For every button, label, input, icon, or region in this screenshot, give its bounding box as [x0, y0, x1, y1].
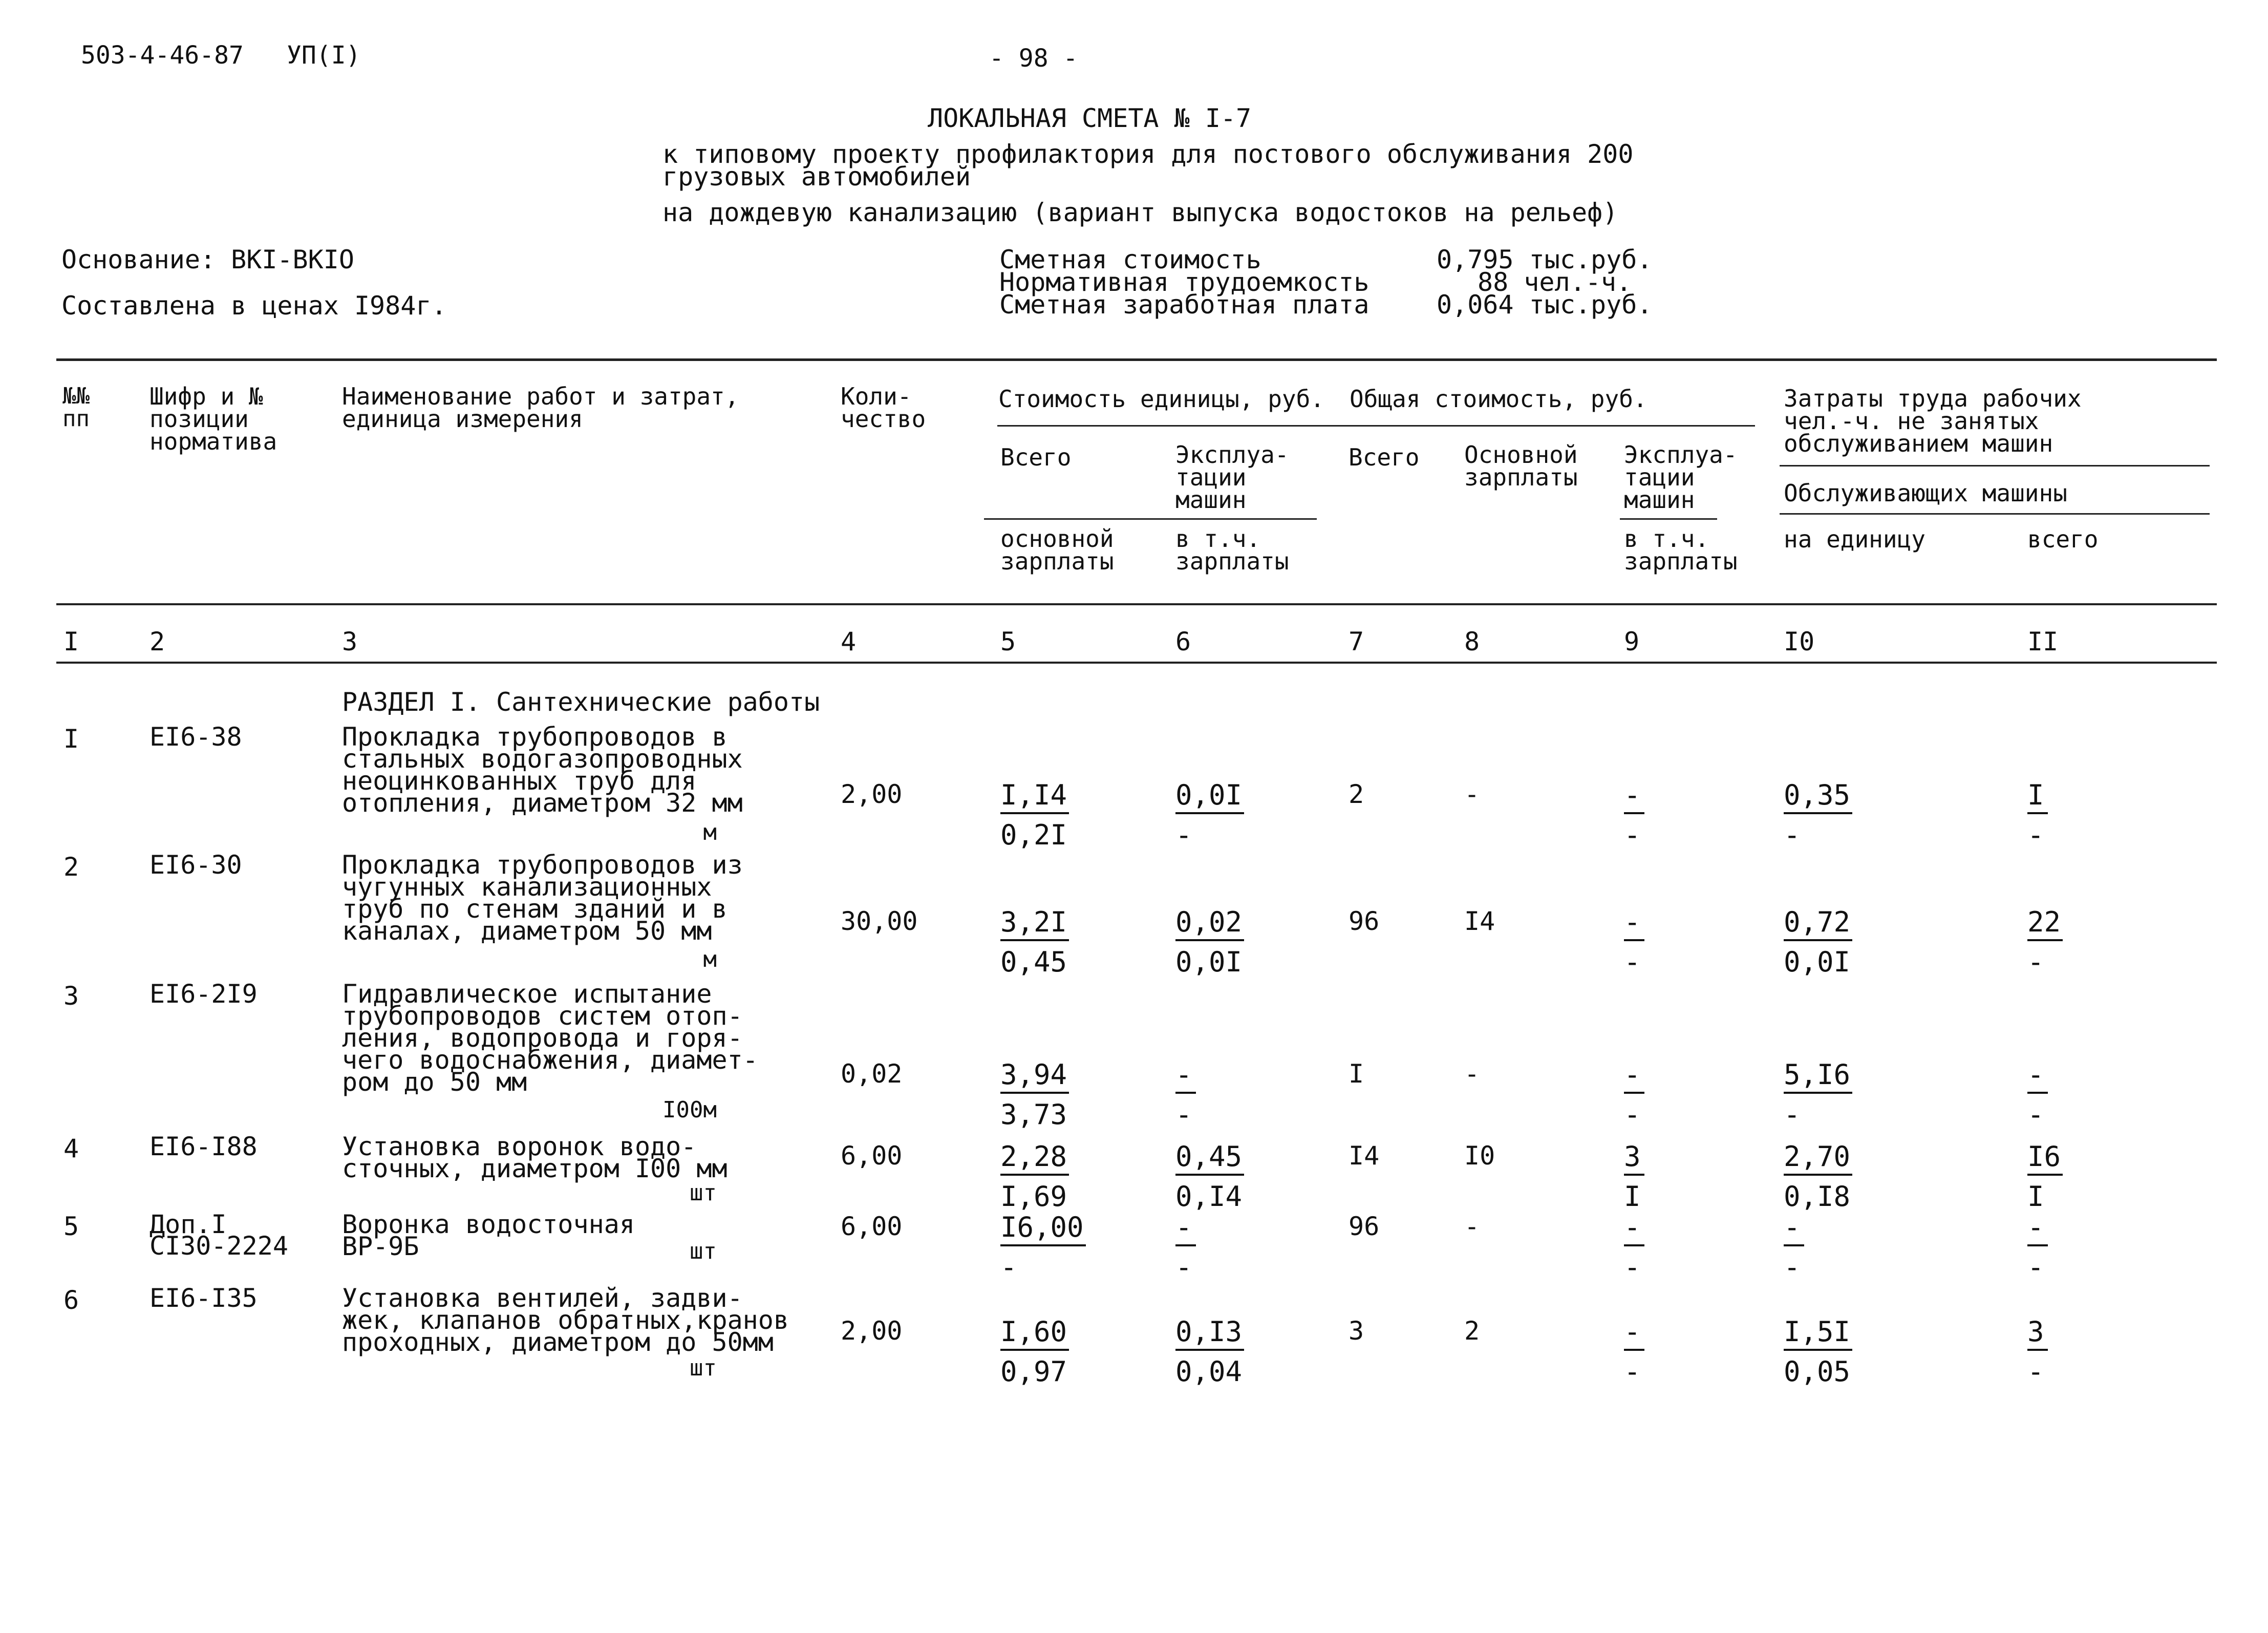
row-c9-subvalue: - — [1624, 946, 1641, 978]
row-c6-value: - — [1175, 1214, 1196, 1246]
row-c6-value: 0,45 — [1175, 1143, 1244, 1176]
header-labor-sub-rule — [1780, 513, 2210, 515]
header-labor-per-unit: на единицу — [1784, 525, 1925, 553]
row-total-cost: 2 — [1349, 779, 1364, 809]
row-total-wages: - — [1464, 1212, 1480, 1241]
row-c6-value: 0,02 — [1175, 908, 1244, 941]
row-c5-subvalue: I,69 — [1000, 1180, 1067, 1213]
header-row-number: №№ пп — [62, 383, 90, 432]
header-labor-total: всего — [2027, 525, 2099, 553]
row-c6-fraction — [1175, 781, 1244, 849]
row-c10-subvalue: 0,I8 — [1784, 1180, 1851, 1213]
header-labor-rule — [1780, 465, 2210, 466]
row-c9-fraction — [1624, 1318, 1644, 1386]
row-c6-fraction — [1175, 1140, 1244, 1213]
row-c11-value: I6 — [2027, 1143, 2063, 1176]
header-unit-incl-wages: в т.ч. зарплаты — [1175, 525, 1289, 575]
document-title: ЛОКАЛЬНАЯ СМЕТА № I-7 — [928, 103, 1252, 133]
table-top-rule — [56, 358, 2217, 361]
header-labor-costs: Затраты труда рабочих чел.-ч. не занятых обслуживанием машин — [1784, 385, 2082, 457]
row-c5-fraction — [1000, 781, 1069, 849]
row-quantity: 30,00 — [841, 906, 918, 936]
row-c10-subvalue: 0,0I — [1784, 946, 1851, 978]
row-number: 6 — [63, 1285, 79, 1315]
row-quantity: 6,00 — [841, 1212, 903, 1241]
row-c5-fraction — [1000, 908, 1069, 976]
row-c10-value: 5,I6 — [1784, 1061, 1852, 1094]
row-c10-subvalue: - — [1784, 1098, 1801, 1131]
row-c5-value: I,60 — [1000, 1318, 1069, 1351]
header-cost-rule — [997, 425, 1755, 427]
column-number: 4 — [841, 627, 857, 656]
row-total-wages: I0 — [1464, 1141, 1495, 1171]
row-c6-fraction — [1175, 1211, 1196, 1283]
row-c6-value: 0,I3 — [1175, 1318, 1244, 1351]
row-c11-value: I — [2027, 781, 2048, 814]
column-number: II — [2027, 627, 2059, 656]
row-c5-value: I6,00 — [1000, 1214, 1086, 1246]
row-code: ЕI6-I35 — [149, 1283, 258, 1313]
row-total-cost: 96 — [1349, 1212, 1380, 1241]
row-number: 3 — [63, 981, 79, 1011]
column-number: 6 — [1175, 627, 1191, 656]
row-c10-subvalue: 0,05 — [1784, 1355, 1851, 1388]
row-c11-value: 22 — [2027, 908, 2063, 941]
row-c5-value: I,I4 — [1000, 781, 1069, 814]
row-c9-subvalue: - — [1624, 1355, 1641, 1388]
row-c10-fraction — [1784, 1140, 1852, 1213]
row-work-name: Установка вентилей, задви- жек, клапанов обратных,кранов проходных, диаметром до 50мм — [342, 1283, 789, 1357]
row-c11-subvalue: - — [2027, 1251, 2044, 1283]
section-title: РАЗДЕЛ I. Сантехнические работы — [342, 687, 820, 717]
row-c9-value: - — [1624, 1061, 1644, 1094]
row-c10-fraction — [1784, 1058, 1852, 1131]
row-c10-value: 0,35 — [1784, 781, 1852, 814]
column-number: 5 — [1000, 627, 1016, 656]
row-c10-value: - — [1784, 1214, 1804, 1246]
header-machines-sub-rule — [1620, 518, 1717, 520]
prices-year: Составлена в ценах I984г. — [61, 291, 447, 321]
row-number: I — [63, 724, 79, 754]
row-total-cost: I4 — [1349, 1141, 1380, 1171]
row-number: 4 — [63, 1134, 79, 1163]
header-total-wages: Основной зарплаты — [1464, 441, 1578, 491]
row-c11-value: 3 — [2027, 1318, 2048, 1351]
subtitle-line-1: к типовому проекту профилактория для постового обслуживания 200 — [662, 139, 1634, 169]
header-total-incl-wages: в т.ч. зарплаты — [1624, 525, 1738, 575]
estimate-page: 503-4-46-87 УП(I) - 98 - ЛОКАЛЬНАЯ СМЕТА № I-7 к типовому проекту профилактория для постового обслуживания 200 грузовых автомобилей на дождевую канализацию (вариант выпуска водостоков на рельеф) Основание: ВКI-ВКIО Составлена в ценах I984г. Сметная стоимость Нормативная трудоемкость Сметная заработная плата 0,795 тыс.руб. 88 чел.-ч. 0,064 тыс.руб. №№ пп Шифр и № позиции норматива Наименование работ и затрат, единица измерения Коли- чество Стоимость единицы, руб. Общая стоимость, руб. Всего Эксплуа- тации машин Всего Основной зарплаты Эксплуа- тации машин основной зарплаты в т.ч. зарплаты в т.ч. зарплаты Затраты труда рабочих чел.-ч. не занятых обслуживанием машин Обслуживающих машины на единицу всего I 2 3 4 5 6 7 8 9 I0 II РАЗДЕЛ I. Сантехнические работы I ЕI6-38 Прокладка трубопроводов в стальных водогазопроводных неоцинкованных труб для отопления, диаметром 32 мм м 2,00 2 - $\frac{I,I4}{0,2I}$ 0,0I - - - 0,35 - I - 2 ЕI6-30 Прокладка трубопроводов из чугунных канализационных труб по стенам зданий и в каналах, диаметром 50 мм м 30,00 96 I4 $\frac{3,2I}{0,45}$ $\frac{0,02}{0,0I}$ - - $\frac{0,72}{0,0I}$ 22 - 3 ЕI6-2I9 Гидравлическое испытание трубопроводов систем отоп- ления, водопровода и горя- чего водоснабжения, диамет- ром до 50 мм I00м 0,02 I - $\frac{3,94}{3,73}$ - - - - 5,I6 - - - 4 ЕI6-I88 Установка воронок водо- сточных, диаметром I00 мм шт 6,00 I4 I0 $\frac{2,28}{I,69}$ $\frac{0,45}{0,I4}$ $\frac{3}{I}$ $\frac{2,70}{0,I8}$ $\frac{I6}{I}$ 5 Доп.I СI30-2224 Воронка водосточная ВР-9Б шт 6,00 96 - I6,00 - - - - - - - - - 6 ЕI6-I35 Установка вентилей, задви- жек, клапанов обратных,кранов проходных, диаметром до 50мм шт 2,00 3 2 $\frac{I,60}{0,97}$ $\frac{0,I3}{0,04}$ - - $\frac{I,5I}{0,05}$ 3 - — [0, 0, 2268, 1633]
row-total-cost: 96 — [1349, 906, 1380, 936]
row-c9-fraction — [1624, 1058, 1644, 1131]
row-work-name: Гидравлическое испытание трубопроводов систем отоп- ления, водопровода и горя- чего водоснабжения, диамет- ром до 50 мм — [342, 979, 758, 1097]
row-number: 5 — [63, 1212, 79, 1241]
summary-value-cost: 0,795 тыс.руб. — [1437, 245, 1653, 274]
row-c11-subvalue: - — [2027, 1098, 2044, 1131]
row-c5-fraction — [1000, 1058, 1069, 1131]
column-number: 8 — [1464, 627, 1480, 656]
summary-value-labor: 88 чел.-ч. — [1478, 267, 1632, 297]
row-c9-subvalue: - — [1624, 1251, 1641, 1283]
row-c11-subvalue: - — [2027, 946, 2044, 978]
row-c5-subvalue: 0,45 — [1000, 946, 1067, 978]
header-total-all: Всего — [1349, 443, 1420, 471]
row-total-cost: I — [1349, 1059, 1364, 1089]
row-quantity: 2,00 — [841, 1316, 903, 1346]
header-quantity: Коли- чество — [841, 383, 926, 433]
header-unit-sub-rule — [984, 518, 1317, 520]
row-c9-value: 3 — [1624, 1143, 1644, 1176]
row-number: 2 — [63, 852, 79, 882]
row-c9-fraction — [1624, 781, 1644, 849]
row-total-wages: - — [1464, 1059, 1480, 1089]
column-number: 3 — [342, 627, 358, 656]
row-c10-value: I,5I — [1784, 1318, 1852, 1351]
row-c11-fraction — [2027, 908, 2063, 976]
row-c6-fraction — [1175, 1318, 1244, 1386]
row-work-name: Воронка водосточная ВР-9Б — [342, 1210, 635, 1261]
subtitle-line-3: на дождевую канализацию (вариант выпуска водостоков на рельеф) — [662, 198, 1618, 227]
row-c6-subvalue: 0,04 — [1175, 1355, 1243, 1388]
summary-label-labor: Нормативная трудоемкость — [999, 267, 1370, 297]
row-c5-fraction — [1000, 1211, 1086, 1283]
row-c11-fraction — [2027, 1211, 2048, 1283]
row-c9-value: - — [1624, 908, 1644, 941]
header-unit-total: Всего — [1000, 443, 1072, 471]
row-c5-fraction — [1000, 1140, 1069, 1213]
row-code: ЕI6-38 — [149, 722, 242, 752]
summary-label-cost: Сметная стоимость — [999, 245, 1261, 274]
row-c6-fraction — [1175, 1058, 1196, 1131]
header-bottom-rule — [56, 603, 2217, 605]
row-c5-value: 2,28 — [1000, 1143, 1069, 1176]
row-quantity: 2,00 — [841, 779, 903, 809]
row-c11-subvalue: - — [2027, 819, 2044, 851]
row-c6-subvalue: - — [1175, 1098, 1192, 1131]
column-number: I — [63, 627, 79, 656]
row-c10-value: 0,72 — [1784, 908, 1852, 941]
row-c10-fraction — [1784, 1318, 1852, 1386]
row-c11-value: - — [2027, 1061, 2048, 1094]
row-c11-subvalue: - — [2027, 1355, 2044, 1388]
row-c5-subvalue: 0,97 — [1000, 1355, 1067, 1388]
row-work-name: Установка воронок водо- сточных, диаметром I00 мм — [342, 1132, 728, 1183]
row-c11-fraction — [2027, 1140, 2063, 1213]
row-c9-fraction — [1624, 1140, 1644, 1213]
row-c9-subvalue: - — [1624, 1098, 1641, 1131]
row-c6-value: - — [1175, 1061, 1196, 1094]
row-c10-subvalue: - — [1784, 1251, 1801, 1283]
column-number: I0 — [1784, 627, 1815, 656]
row-total-wages: I4 — [1464, 906, 1495, 936]
row-quantity: 6,00 — [841, 1141, 903, 1171]
row-total-wages: 2 — [1464, 1316, 1480, 1346]
row-c10-fraction — [1784, 781, 1852, 849]
header-code: Шифр и № позиции норматива — [149, 383, 277, 455]
row-code: ЕI6-2I9 — [149, 979, 258, 1009]
column-numbers-rule — [56, 662, 2217, 664]
header-total-machines: Эксплуа- тации машин — [1624, 441, 1738, 514]
row-c6-subvalue: - — [1175, 819, 1192, 851]
row-c5-value: 3,2I — [1000, 908, 1069, 941]
row-c9-value: - — [1624, 1318, 1644, 1351]
row-c9-value: - — [1624, 1214, 1644, 1246]
subtitle-line-2: грузовых автомобилей — [662, 162, 971, 192]
row-c9-subvalue: I — [1624, 1180, 1641, 1213]
row-code: ЕI6-I88 — [149, 1132, 258, 1161]
row-c6-subvalue: 0,I4 — [1175, 1180, 1243, 1213]
row-work-name: Прокладка трубопроводов из чугунных канализационных труб по стенам зданий и в каналах, диаметром 50 мм — [342, 850, 743, 946]
row-code: Доп.I СI30-2224 — [149, 1210, 288, 1261]
album-number: УП(I) — [287, 41, 361, 70]
header-work-name: Наименование работ и затрат, единица измерения — [342, 383, 739, 433]
row-c10-value: 2,70 — [1784, 1143, 1852, 1176]
row-c10-subvalue: - — [1784, 819, 1801, 851]
row-total-wages: - — [1464, 779, 1480, 809]
header-unit-machines: Эксплуа- тации машин — [1175, 441, 1289, 514]
row-c5-subvalue: 0,2I — [1000, 819, 1067, 851]
row-code: ЕI6-30 — [149, 850, 242, 880]
row-quantity: 0,02 — [841, 1059, 903, 1089]
row-c10-fraction — [1784, 908, 1852, 976]
row-c5-value: 3,94 — [1000, 1061, 1069, 1094]
row-total-cost: 3 — [1349, 1316, 1364, 1346]
summary-value-wages: 0,064 тыс.руб. — [1437, 290, 1653, 320]
row-c9-fraction — [1624, 1211, 1644, 1283]
row-c6-subvalue: 0,0I — [1175, 946, 1243, 978]
header-unit-wages: основной зарплаты — [1000, 525, 1114, 575]
row-c11-fraction — [2027, 1058, 2048, 1131]
row-c9-subvalue: - — [1624, 819, 1641, 851]
row-c10-fraction — [1784, 1211, 1804, 1283]
basis: Основание: ВКI-ВКIО — [61, 245, 354, 274]
column-number: 2 — [149, 627, 165, 656]
row-c9-fraction — [1624, 908, 1644, 976]
row-c6-value: 0,0I — [1175, 781, 1244, 814]
column-number: 7 — [1349, 627, 1364, 656]
row-c9-value: - — [1624, 781, 1644, 814]
header-labor-machines: Обслуживающих машины — [1784, 479, 2067, 507]
row-work-name: Прокладка трубопроводов в стальных водогазопроводных неоцинкованных труб для отопления, диаметром 32 мм — [342, 722, 743, 818]
row-c11-fraction — [2027, 781, 2048, 849]
row-c5-subvalue: 3,73 — [1000, 1098, 1067, 1131]
row-c5-fraction — [1000, 1318, 1069, 1386]
row-c11-fraction — [2027, 1318, 2048, 1386]
row-c5-subvalue: - — [1000, 1251, 1017, 1283]
row-c6-subvalue: - — [1175, 1251, 1192, 1283]
row-c11-value: - — [2027, 1214, 2048, 1246]
row-c11-subvalue: I — [2027, 1180, 2044, 1213]
page-number: - 98 - — [989, 44, 1078, 73]
row-c6-fraction — [1175, 908, 1244, 976]
column-number: 9 — [1624, 627, 1640, 656]
header-total-cost: Общая стоимость, руб. — [1350, 385, 1647, 413]
header-unit-cost: Стоимость единицы, руб. — [998, 385, 1324, 413]
summary-label-wages: Сметная заработная плата — [999, 290, 1370, 320]
document-code: 503-4-46-87 — [81, 41, 244, 70]
